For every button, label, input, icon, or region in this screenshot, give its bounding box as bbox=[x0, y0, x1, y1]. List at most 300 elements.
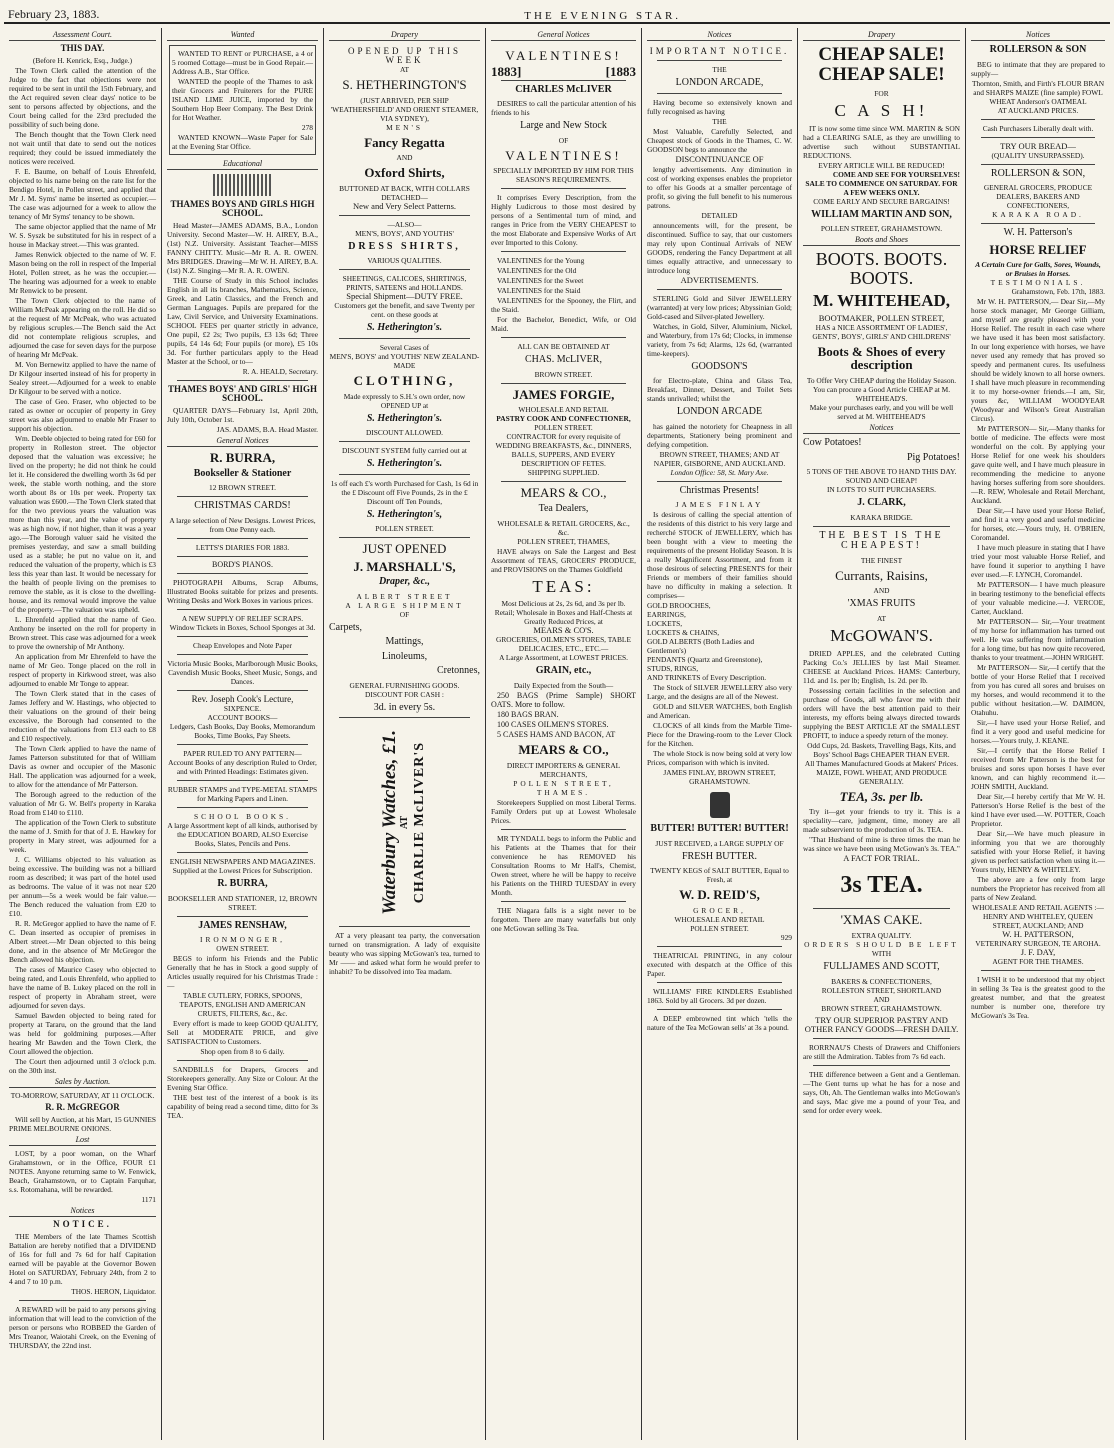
envelopes: Cheap Envelopes and Note Paper bbox=[193, 641, 292, 651]
and-label-2: AND bbox=[873, 994, 890, 1004]
reward-text: A REWARD will be paid to any persons giving information that will lead to the conviction of the person or persons who ROBBED the Garden of Mrs Treanor, Waiotahi Creek, on the Evening of THURSDAY, the 22nd inst. bbox=[9, 1305, 156, 1350]
pollen-street: POLLEN STREET. bbox=[375, 524, 434, 534]
list-item: GOLD ALBERTS (Both Ladies and Gentlemen's) bbox=[647, 637, 755, 655]
groceries: GROCERIES, OILMEN'S STORES, TABLE DELICACIES, ETC., ETC.— bbox=[496, 635, 631, 654]
court-paragraph: The Town Clerk called the attention of the Judge to the fact that objections were not required to be sent in until the 15th February, and the Act required seven clear days' notice to be sent to persons affected by objections, and the Court being called for the 23rd precluded the possibility of such being done. bbox=[9, 66, 156, 129]
wanted-num: 278 bbox=[301, 123, 313, 132]
dress-shirts: DRESS SHIRTS, bbox=[348, 240, 461, 252]
direct-importers: DIRECT IMPORTERS & GENERAL MERCHANTS, bbox=[506, 760, 621, 779]
hetherington-4: S. Hetherington's, bbox=[366, 508, 443, 520]
wholesale-grocers: WHOLESALE & RETAIL GROCERS, &c., &c. bbox=[497, 518, 630, 537]
sixpence: SIXPENCE. bbox=[223, 704, 262, 714]
maize: MAIZE, FOWL WHEAT, AND PRODUCE GENERALLY. bbox=[816, 767, 947, 786]
whitehead-name: M. WHITEHEAD, bbox=[812, 291, 951, 310]
paper-text: Account Books of any description Ruled to Order, and with Printed Headings: Estimates given. bbox=[168, 758, 317, 777]
year-right: [1883 bbox=[605, 63, 636, 79]
at-label: AT bbox=[399, 65, 410, 74]
come-see: COME AND SEE FOR YOURSELVES! bbox=[832, 169, 960, 179]
finlay-sign: JAMES FINLAY, BROWN STREET, GRAHAMSTOWN. bbox=[663, 768, 776, 786]
advertisements: ADVERTISEMENTS. bbox=[680, 274, 759, 285]
mattings: Mattings, bbox=[385, 636, 424, 648]
waterbury-shop: CHARLIE McLIVER'S bbox=[412, 741, 427, 903]
school-staff: Head Master—JAMES ADAMS, B.A., London University. Second Master—W. H. AIREY, B.A., (1st) N.Z. University. Assistant Teacher—MISS FANNY CHITTY. Music—Mr R. A. R. OWEN. Mrs BRIDGES. Drawing—Mr W. H. AIREY, B.A. (1st) N.Z. Singing—Mr R. A. R. OWEN. bbox=[167, 221, 318, 275]
school-crest-icon bbox=[213, 174, 273, 196]
various: VARIOUS QUALITIES. bbox=[367, 256, 442, 266]
mens-boys: MEN'S, BOYS' and YOUTHS' NEW ZEALAND-MADE bbox=[329, 351, 480, 370]
section-heading: Notices bbox=[9, 1206, 156, 1217]
rolleston: ROLLESTON STREET, SHORTLAND bbox=[821, 985, 942, 995]
list-item: Dear Sir,—We have much pleasure in informing you that we are thoroughly satisfied with your Horse Relief, it having given us perfect satisfaction when using it.—Yours truly, HENRY & WHITELEY. bbox=[971, 829, 1105, 875]
husband: "That Husband of mine is three times the man he was since we have been using McGowan's 3s. TEA." bbox=[803, 835, 960, 854]
discount-cash: DISCOUNT FOR CASH : bbox=[365, 689, 444, 699]
testimonial-date: Grahamstown, Feb. 17th, 1883. bbox=[1011, 287, 1105, 297]
owen-street: OWEN STREET. bbox=[216, 944, 269, 954]
rollerson-2: ROLLERSON & SON, bbox=[990, 167, 1086, 179]
list-item: Dear Sir,—I have used your Horse Relief, and find it a very good and useful medicine for horses, etc.—Yours truly, H. O'BRIEN, Coromandel. bbox=[971, 506, 1105, 543]
court-paragraph: The Bench thought that the Town Clerk need not wait until that date to send out the notices required; they could be issued immediately the notices were received. bbox=[9, 130, 156, 166]
court-paragraph: R. R. McGregor applied to have the name of F. C. Dean inserted as occupier of premises in Albert street.—Mr Dean objected to this being done, and in the absence of Mr McGregor the Bench allowed his objection. bbox=[9, 919, 156, 964]
goodsons: GOODSON'S bbox=[691, 360, 748, 372]
waterbury-title: Waterbury Watches, £1. bbox=[379, 729, 400, 915]
list-item: I have much pleasure in stating that I have tried your most valuable Horse Relief, and have found it superior to anything I have ever used.—F. LYNCH, Coromandel. bbox=[971, 543, 1105, 580]
list-item: Dear Sir,—I hereby certify that Mr W. H. Patterson's Horse Relief is the best of the kind I have ever used.—W. POTTER, Coach Proprietor. bbox=[971, 792, 1105, 829]
christmas-presents: Christmas Presents! bbox=[679, 484, 760, 496]
school-books-text: A large Assortment kept of all kinds, authorised by the EDUCATION BOARD, ALSO Exercise Books, Slates, Pencils and Pens. bbox=[167, 821, 318, 849]
court-report bbox=[9, 66, 156, 1075]
testimonial-list bbox=[971, 297, 1105, 902]
customers: Customers get the benefit, and save Twenty per cent. on these goods at bbox=[334, 301, 475, 320]
best-test: THE best test of the interest of a book is its capability of being read a second time, ditto for 3s TEA. bbox=[167, 1093, 318, 1121]
sterling: STERLING Gold and Silver JEWELLERY (warranted) at very low prices; Abyssinian Gold; Gold-cased and Silver-plated Jewellery. bbox=[647, 293, 792, 321]
paper-ruled: PAPER RULED TO ANY PATTERN— bbox=[183, 749, 302, 759]
court-paragraph: The Town Clerk objected to the name of William McPeak appearing on the roll. He did so at the request of Mr McPeak, who was actuated by religious scruples.—The Bench said the Act did not contemplate religious scruples, and adjourned the case for seven days for the purpose of hearing Mr McPeak. bbox=[9, 296, 156, 359]
delicious: Most Delicious at 2s, 2s 6d, and 3s per lb. Retail; Wholesale in Boxes and Half-Chests at Greatly Reduced Prices, at bbox=[494, 599, 633, 627]
column-5 bbox=[642, 28, 798, 1440]
burra-name: R. BURRA, bbox=[209, 450, 276, 465]
section-heading: Educational bbox=[167, 159, 318, 170]
court-paragraph: The case of Geo. Fraser, who objected to be rated as owner or occupier of property in Grey street was also adjourned to enable Mr Fraser to support his objection. bbox=[9, 397, 156, 433]
general-grocers: GENERAL GROCERS, PRODUCE DEALERS, BAKERS AND CONFECTIONERS, bbox=[983, 183, 1093, 210]
martin-name: WILLIAM MARTIN AND SON, bbox=[811, 208, 952, 220]
jewellery-list bbox=[647, 601, 792, 682]
carpets: Carpets, bbox=[329, 621, 363, 633]
section-heading: General Notices bbox=[167, 436, 318, 447]
burra-address: 12 BROWN STREET. bbox=[209, 483, 276, 493]
section-heading: Sales by Auction. bbox=[9, 1077, 156, 1088]
london-arcade-2: LONDON ARCADE bbox=[676, 406, 763, 417]
lots: IN LOTS TO SUIT PURCHASERS. bbox=[826, 485, 937, 495]
music-books: Victoria Music Books, Marlborough Music Books, Cavendish Music Books, Sheet Music, Songs, and Dances. bbox=[167, 659, 318, 687]
try-bread: TRY OUR BREAD— bbox=[1000, 140, 1076, 151]
brown-grahamstown: BROWN STREET, GRAHAMSTOWN. bbox=[821, 1003, 942, 1013]
butter: BUTTER! BUTTER! BUTTER! bbox=[650, 823, 789, 834]
court-paragraph: The same objector applied that the name of Mr W. S. Syszk be substituted for his in respect of a house in Mackay street.—This was granted. bbox=[9, 222, 156, 249]
london-arcade: LONDON ARCADE, bbox=[675, 77, 764, 88]
hetherington-3: S. Hetherington's. bbox=[366, 458, 443, 470]
opened-up: OPENED UP THIS WEEK bbox=[347, 46, 461, 65]
rollerson-name: ROLLERSON & SON bbox=[989, 44, 1087, 55]
list-item: VALENTINES for the Sweet bbox=[497, 276, 584, 286]
try-it: Try it—get your friends to try it. This is a speciality—care, judgment, time, money are all made subservient to the production of 3s. TEA. bbox=[803, 807, 960, 835]
tons: 5 TONS OF THE ABOVE TO HAND THIS DAY. bbox=[806, 467, 957, 477]
court-paragraph: L. Ehrenfeld applied that the name of Geo. Anthony be inserted on the roll for property in Brown street. This case was adjourned for a week to prove the ownership of Mr Anthony. bbox=[9, 615, 157, 651]
list-item: 100 CASES OILMEN'S STORES. bbox=[497, 719, 609, 729]
of-label: OF bbox=[399, 609, 410, 619]
niagara: THE Niagara falls is a sight never to be forgotten. There are many waterfalls but only one McGowan selling 3s Tea. bbox=[491, 905, 636, 933]
section-heading: Wanted bbox=[167, 30, 318, 41]
hetherington-2: S. Hetherington's. bbox=[366, 412, 443, 424]
rubber-stamps: RUBBER STAMPS and TYPE-METAL STAMPS for Marking Papers and Linen. bbox=[167, 785, 318, 804]
best-cheapest: THE BEST IS THE CHEAPEST! bbox=[819, 529, 944, 552]
marshall-name: J. MARSHALL'S, bbox=[353, 558, 456, 574]
detailed: DETAILED bbox=[701, 210, 738, 220]
testimonials: TESTIMONIALS. bbox=[990, 278, 1086, 288]
school-sign-2: JAS. ADAMS, B.A. Head Master. bbox=[216, 425, 318, 434]
dress-pre: MEN'S, BOYS', AND YOUTHS' bbox=[355, 228, 454, 238]
stock-list bbox=[491, 691, 636, 739]
auction-text: Will sell by Auction, at his Mart, 15 GUNNIES PRIME MELBOURNE ONIONS. bbox=[9, 1115, 156, 1133]
most-valuable: Most Valuable, Carefully Selected, and Cheapest stock of Goods in the Thames, C. W. GOODSON begs to announce the bbox=[647, 126, 792, 154]
three-pence: 3d. in every 5s. bbox=[373, 701, 436, 713]
account-books: ACCOUNT BOOKS— bbox=[207, 713, 278, 723]
mears-3: MEARS & CO., bbox=[518, 741, 609, 757]
renshaw-text: BEGS to inform his Friends and the Public Generally that he has in Stock a good supply of Articles usually required for his Christmas Trade :— bbox=[167, 954, 318, 991]
quality: (QUALITY UNSURPASSED). bbox=[991, 150, 1085, 160]
flour-list: Thornton, Smith, and Firth's FLOUR BRAN and SHARPS MAIZE (fine sample) FOWL WHEAT Anderson's OATMEAL bbox=[971, 78, 1105, 106]
whole-stock: The whole Stock is now being sold at very low Prices, comparison with which is invited. bbox=[647, 749, 792, 767]
at-label: AT bbox=[876, 613, 887, 623]
list-item: Mr W. H. PATTERSON,— Dear Sir,—My horse stock manager, Mr George Gilliam, and myself are greatly pleased with your Horse Relief. The result in each case where we have used it has been most satisfactory. In our long experience with horses, we have never used any remedy that has proved so speedy and permanent cures. Its usefulness should be widely known to all horse owners. I shall have much pleasure in recommending it to my horse-owner friends.—I am, Sir, yours &c, WILLIAM WOODYEAR (Woodyear and Wilson's Great Australian Circus). bbox=[971, 297, 1105, 424]
fulljames: FULLJAMES AND SCOTT, bbox=[823, 961, 940, 973]
it-is: IT is now some time since WM. MARTIN & SON had a CLEARING SALE, as they are unwilling to advertise such without SUBSTANTIAL REDUCTIONS. bbox=[803, 123, 960, 160]
list-item: GOLD BROOCHES, bbox=[647, 601, 711, 610]
desires: DESIRES to call the particular attention of his friends to his bbox=[491, 99, 636, 118]
beg-intimate: BEG to intimate that they are prepared to supply— bbox=[971, 59, 1105, 78]
kindlers: WILLIAMS' FIRE KINDLERS Established 1863. Sold by all Grocers. 3d per dozen. bbox=[647, 986, 792, 1005]
valentines-title: VALENTINES! bbox=[505, 48, 622, 63]
has-nice: HAS a NICE ASSORTMENT OF LADIES', GENTS', BOYS', GIRLS' AND CHILDRENS' bbox=[812, 322, 951, 341]
relief-scraps: A NEW SUPPLY OF RELIEF SCRAPS. bbox=[181, 614, 304, 624]
sale-commence: SALE TO COMMENCE ON SATURDAY. FOR A FEW WEEKS ONLY. bbox=[805, 178, 958, 197]
school-books: SCHOOL BOOKS. bbox=[193, 812, 292, 822]
and-label: AND bbox=[396, 153, 413, 163]
make-purchases: Make your purchases early, and you will be well served at M. WHITEHEAD'S bbox=[809, 403, 954, 422]
auction-day: TO-MORROW, SATURDAY, AT 11 O'CLOCK. bbox=[10, 1091, 155, 1100]
court-paragraph: The cases of Maurice Casey who objected to being rated, and Louis Ehrenfeld, who applied to have the name of B. Lukey placed on the roll in respect of property in Abraham street, were adjourned for seven days. bbox=[9, 965, 156, 1010]
bakers: BAKERS & CONFECTIONERS, bbox=[831, 976, 932, 986]
three-s-tea: 3s TEA. bbox=[840, 872, 923, 899]
also-label: —ALSO— bbox=[387, 219, 422, 229]
list-item: The above are a few only from large numbers the Proprietor has received from all parts of New Zealand. bbox=[971, 875, 1105, 903]
quarter-days: QUARTER DAYS—February 1st, April 20th, July 10th, October 1st. bbox=[167, 406, 318, 424]
clark-name: J. CLARK, bbox=[857, 497, 906, 509]
brown-thames: BROWN STREET, THAMES; AND AT NAPIER, GISBORNE, AND AUCKLAND. bbox=[653, 449, 786, 468]
try-pastry: TRY OUR SUPERIOR PASTRY AND OTHER FANCY GOODS—FRESH DAILY. bbox=[804, 1014, 959, 1034]
of-label: OF bbox=[558, 135, 569, 145]
notice-text: THE Members of the late Thames Scottish Battalion are hereby notified that a DIVIDEND of 16s for full and 7s 6d for half Capitation earned will be payable at the Governor Bowen Hotel on SATURDAY, February 24th, from 2 to 4 and 7 to 10 p.m. bbox=[9, 1232, 156, 1286]
just-opened: JUST OPENED bbox=[362, 541, 447, 557]
discount-off: 1s off each £'s worth Purchased for Cash, 1s 6d in the £ Discount off Five Pounds, 2s in the £ Discount off Ten Pounds, bbox=[330, 478, 479, 506]
photo-albums: PHOTOGRAPH Albums, Scrap Albums, Illustrated Books suitable for prizes and presents. Writing Desks and Work Boxes in various prices. bbox=[167, 578, 318, 606]
ironmonger: IRONMONGER, bbox=[200, 935, 285, 945]
cash-purchasers: Cash Purchasers Liberally dealt with. bbox=[982, 123, 1094, 133]
pollen-street-2: POLLEN STREET, THAMES, bbox=[517, 536, 610, 546]
court-paragraph: The application of the Town Clerk to substitute the name of J. Smith for that of J. E. Hawkey for property in Mary street, was adjourned for a week. bbox=[9, 818, 156, 854]
having-become: Having become so extensively known and fully recognised as having bbox=[647, 97, 792, 116]
school-sign: R. A. HEALD, Secretary. bbox=[242, 367, 318, 376]
court-day: THIS DAY. bbox=[60, 43, 105, 53]
wanted-ad: WANTED KNOWN—Waste Paper for Sale at the Evening Star Office. bbox=[172, 133, 313, 151]
shipping: SHIPPING SUPPLIED. bbox=[527, 468, 600, 478]
section-heading: Lost bbox=[9, 1135, 156, 1146]
list-item: PENDANTS (Quartz and Greenstone), bbox=[647, 655, 763, 664]
notice-heading: NOTICE. bbox=[53, 1219, 112, 1229]
comprises: It comprises Every Description, from the Highly Ludicrous to those most desired by persons of a Sentimental turn of mind, and ranges in Price from the VERY CHEAPEST to the most Elaborate and Expensive Works of Art ever Imported to this Colony. bbox=[491, 193, 636, 248]
court-paragraph: The Court then adjourned until 3 o'clock p.m. on the 30th inst. bbox=[9, 1057, 156, 1075]
cook-lecture: Rev. Joseph Cook's Lecture, bbox=[191, 694, 294, 705]
day-name: J. F. DAY, bbox=[1020, 947, 1056, 958]
section-heading: Notices bbox=[971, 30, 1105, 41]
grain: GRAIN, etc., bbox=[535, 665, 592, 677]
pollen-street: POLLEN STREET. bbox=[534, 423, 593, 433]
renshaw-quality: Every effort is made to keep GOOD QUALITY, Sell at MODERATE PRICE, and give SATISFACTION to Customers. bbox=[167, 1019, 318, 1047]
boots: BOOTS. BOOTS. BOOTS. bbox=[815, 249, 948, 289]
section-heading: Drapery bbox=[803, 30, 960, 41]
tea-dealers: Tea Dealers, bbox=[538, 503, 589, 515]
discount-allowed: DISCOUNT ALLOWED. bbox=[365, 428, 444, 438]
extra-quality: EXTRA QUALITY. bbox=[851, 931, 912, 941]
list-item: LOCKETS & CHAINS, bbox=[647, 628, 720, 637]
made-expressly: Made expressly to S.H.'s own order, now OPENED UP at bbox=[343, 391, 466, 410]
list-item: 250 BAGS (Prime Sample) SHORT OATS. More to follow. bbox=[491, 690, 636, 709]
list-item: Mr PATTERSON— Sir,—Many thanks for bottle of medicine. The effects were most wonderful on the colt. By applying your Horse Relief for one week his shoulders gave quite well, and I have much pleasure in recommending the medicine to anyone having horses suffering from sore shoulders.—R. REW, Wholesale and Retail Merchant, Auckland. bbox=[971, 424, 1105, 506]
year-row bbox=[491, 63, 636, 79]
bootmaker: BOOTMAKER, POLLEN STREET, bbox=[818, 312, 945, 323]
buttoned: BUTTONED AT BACK, WITH COLLARS DETACHED— bbox=[339, 183, 470, 202]
pianos: BORD'S PIANOS. bbox=[211, 559, 273, 569]
special-shipment: Special Shipment—DUTY FREE. bbox=[346, 291, 463, 302]
important-notice: IMPORTANT NOTICE. bbox=[649, 46, 790, 56]
odd-cups: Odd Cups, 2d. Baskets, Travelling Bags, Kits, and Boys' School Bags CHEAPER THAN EVER. bbox=[807, 740, 956, 759]
horse-relief: HORSE RELIEF bbox=[989, 241, 1087, 257]
list-item: STUDS, RINGS, bbox=[647, 664, 699, 673]
list-item: VALENTINES for the Old bbox=[497, 266, 577, 276]
list-item: VALENTINES for the Staid bbox=[497, 286, 581, 296]
just-received: JUST RECEIVED, a LARGE SUPPLY OF bbox=[655, 838, 784, 848]
difference: THE difference between a Gent and a Gentleman.—The Gent turns up what he has for a nose and says, Oh, Ah. The Gentleman walks into McGowan's and says, Mac give me a pound of your Tea, and send for order every week. bbox=[803, 1069, 960, 1115]
shop-hours: Shop open from 8 to 6 daily. bbox=[200, 1047, 285, 1057]
london-office: London Office: 58, St. Mary Axe. bbox=[670, 467, 769, 477]
albert-street: ALBERT STREET bbox=[356, 591, 453, 601]
section-heading: Drapery bbox=[329, 30, 480, 41]
lost-text: LOST, by a poor woman, on the Wharf Grahamstown, or in the Office, FOUR £1 NOTES. Anyone returning same to W. Fenwick, Beach, Grahamstown, or to Captain Farquhar, s.s. Rotomahana, will be rewarded. bbox=[9, 1149, 156, 1194]
waterbury-at: AT bbox=[399, 815, 410, 829]
lengthy: lengthy advertisements. Any diminution in cost of working expenses enables the proprietor to offer his Goods at a smaller percentage of profit, so giving the full benefit to his numerous patrons. bbox=[647, 164, 792, 210]
court-paragraph: M. Von Bernewitz applied to have the name of Dr Kilgour inserted instead of his for property in Sealey street.—Adjourned for a week to enable Dr Kilgour to be served with a notice. bbox=[9, 360, 156, 396]
burra-sub-2: BOOKSELLER AND STATIONER, 12, BROWN STREET. bbox=[167, 893, 318, 912]
certain-cure: A Certain Cure for Galls, Sores, Wounds, or Bruises in Horses. bbox=[975, 260, 1101, 279]
notice-sign: THOS. HERON, Liquidator. bbox=[71, 1287, 156, 1296]
deep-tint: A DEEP embrowned tint which 'tells the nature of the Tea McGowan sells' at 3s a pound. bbox=[647, 1013, 792, 1032]
offer-cheap: To Offer Very CHEAP during the Holiday Season. bbox=[806, 376, 957, 386]
court-paragraph: The Borough agreed to the reduction of the valuation of Mr G. W. Bell's property in Karaka Road from £140 to £110. bbox=[9, 790, 156, 817]
cash: C A S H! bbox=[834, 100, 929, 120]
tea-price: TEA, 3s. per lb. bbox=[839, 788, 924, 804]
the-label: THE bbox=[712, 65, 727, 74]
valentines-list bbox=[491, 256, 636, 333]
christmas-cards: CHRISTMAS CARDS! bbox=[194, 500, 291, 512]
xmas-fruits: 'XMAS FRUITS bbox=[847, 598, 916, 610]
ledgers: Ledgers, Cash Books, Day Books, Memorandum Books, Time Books, Pay Sheets. bbox=[169, 722, 316, 741]
reid-name: W. D. REID'S, bbox=[679, 887, 760, 902]
oxford-shirts: Oxford Shirts, bbox=[364, 165, 445, 181]
fact-trial: A FACT FOR TRIAL. bbox=[843, 853, 920, 864]
contractor: CONTRACTOR for every requisite of WEDDING BREAKFASTS, &c., DINNERS, BALLS, SUPPERS, AND EVERY DESCRIPTION OF FETES. bbox=[495, 432, 632, 469]
grocer: GROCER, bbox=[693, 905, 746, 915]
have-always: HAVE always on Sale the Largest and Best Assortment of TEAS, GROCERS' PRODUCE, and PROVISIONS on the Thames Goldfield bbox=[491, 546, 636, 574]
linoleums: Linoleums, bbox=[381, 650, 428, 662]
silver: The Stock of SILVER JEWELLERY also very Large, and the designs are all of the Newest. bbox=[647, 683, 792, 701]
rorrnau: RORRNAU'S Chests of Drawers and Chiffoniers are still the Admiration. Tables from 7s 6d each. bbox=[803, 1042, 960, 1061]
school-course: THE Course of Study in this School includes English in all its branches, Mathematics, Science, Greek, and Latin Classics, and the French and German Languages. Pupils are prepared for the Law, Civil Service, and University Examinations. SCHOOL FEES per quarter strictly in advance, One pupil, £2 2s; Two pupils, £3 13s 6d; Three pupils, £4 14s 6d; Four pupils (or more), £5 10s 3d. For further particulars apply to the Head Master at the School, or to— bbox=[167, 276, 318, 366]
mcgowans: McGOWAN'S. bbox=[830, 625, 933, 645]
valentines-2: VALENTINES! bbox=[505, 147, 622, 163]
renshaw-name: JAMES RENSHAW, bbox=[198, 919, 287, 931]
section-heading: General Notices bbox=[491, 30, 636, 41]
wanted-ad: WANTED the people of the Thames to ask their Grocers and Fruiterers for the PURE ISLAND LIME JUICE, imported by the Southern Hop Beer Company. The Best Drink for Hot Weather. bbox=[172, 77, 313, 122]
discontinuance: DISCONTINUANCE OF bbox=[675, 153, 764, 164]
christmas-text: A large selection of New Designs. Lowest Prices, from One Penny each. bbox=[169, 515, 316, 534]
theatrical: THEATRICAL PRINTING, in any colour executed with despatch at the Office of this Paper. bbox=[647, 950, 792, 978]
daily-expected: Daily Expected from the South— bbox=[513, 680, 614, 690]
clocks: CLOCKS of all kinds from the Marble Time-Piece for the Drawing-room to the Lever Clock for the Kitchen. bbox=[647, 721, 792, 748]
new-patterns: New and Very Select Patterns. bbox=[353, 200, 456, 211]
list-item: Mr PATTERSON— I have much pleasure in bearing testimony to the beneficial effects of your valuable medicine.—J. VERCOE, Carter, Auckland. bbox=[971, 580, 1105, 617]
list-item: Mr PATTERSON— Sir,—Your treatment of my horse for inflammation has turned out well. He was suffering from inflammation for a long time, but has now quite recovered, thanks to your treatment.—JOHN WRIGHT. bbox=[971, 617, 1105, 663]
section-heading: Boots and Shoes bbox=[803, 235, 960, 246]
list-item: 5 CASES HAMS AND BACON, AT bbox=[497, 729, 616, 739]
letts-diaries: LETTS'S DIARIES FOR 1883. bbox=[195, 542, 290, 552]
teas: TEAS: bbox=[532, 576, 595, 596]
school-heading: THAMES BOYS AND GIRLS HIGH SCHOOL. bbox=[170, 199, 315, 218]
auckland-prices: AT AUCKLAND PRICES. bbox=[997, 105, 1079, 115]
list-item: LOCKETS, bbox=[647, 619, 683, 628]
all-obtained: ALL CAN BE OBTAINED AT bbox=[517, 342, 610, 352]
supplied: Supplied at the Lowest Prices for Subscription. bbox=[172, 866, 313, 876]
boots-shoes: Boots & Shoes of every description bbox=[817, 343, 946, 373]
patterson: W. H. Patterson's bbox=[1003, 227, 1073, 238]
vet-surgeon: VETERINARY SURGEON, TE AROHA. bbox=[975, 939, 1101, 949]
watches: Watches, in Gold, Silver, Aluminium, Nickel, and Waterbury, from 17s 6d; Clocks, in immense variety, from 7s 6d; Alarms, 12s 6d, (warranted time-keepers). bbox=[647, 321, 792, 358]
column-6 bbox=[798, 28, 966, 1440]
announcements: announcements will, for the present, be discontinued. Suffice to say, that our customers may rely upon Continual Arrivals of NEW GOODS, rendering the Fancy Department at all times equally attractive, and unnecessary to introduce long bbox=[647, 220, 792, 275]
section-heading: Notices bbox=[803, 423, 960, 434]
wholesale-retail: WHOLESALE AND RETAIL bbox=[674, 914, 765, 924]
come-early: COME EARLY AND SECURE BARGAINS! bbox=[813, 196, 950, 206]
possessing: Possessing certain facilities in the selection and purchase of Goods, all who favor me with their orders will have the best attention paid to their interests, my efforts being always directed towards supplying the BEST ARTICLE AT the SMALLEST PROFIT, to induce a speedy return of the money. bbox=[803, 685, 960, 740]
auction-name: R. R. McGREGOR bbox=[45, 1102, 120, 1112]
the-finest: THE FINEST bbox=[860, 555, 903, 565]
column-2 bbox=[162, 28, 324, 1440]
wanted-ad: WANTED TO RENT or PURCHASE, a 4 or 5 roomed Cottage—must be in Good Repair.—Address A.B., Star Office. bbox=[172, 49, 313, 76]
mears-name: MEARS & CO., bbox=[520, 485, 607, 501]
pointing-hand-icon bbox=[710, 792, 730, 818]
mears-cos: MEARS & CO'S. bbox=[533, 625, 594, 636]
list-item: AND TRINKETS of Every Description. bbox=[647, 673, 767, 682]
gained: has gained the notoriety for Cheapness in all departments, Stationery being prominent and defying competition. bbox=[647, 421, 792, 449]
karaka-bridge: KARAKA BRIDGE. bbox=[850, 512, 913, 522]
court-paragraph: J. C. Williams objected to his valuation as being excessive. The building was not a billiard room as described; it was part of the hotel used as bedrooms. The value of it was not near £20 per annum—5s a week would be fair value.—The Bench reduced the valuation from £20 to £10. bbox=[9, 855, 156, 918]
court-paragraph: The Town Clerk applied to have the name of James Patterson substituted for that of William Davis as owner and occupier of the Masonic Hall. The application was adjourned for a week, to allow for the attendance of Mr Patterson. bbox=[9, 744, 156, 789]
pollen-thames: POLLEN STREET, THAMES. bbox=[513, 778, 614, 797]
mens-label: MEN'S bbox=[386, 122, 423, 132]
list-item: Mr PATTERSON— Sir,—I certify that the bottle of your Horse Relief that I received from you has cured all sores and bruises on my horses, and would recommend it to the public without hesitation.—W. DAIMON, Otahuhu. bbox=[971, 663, 1105, 718]
the-label-2: THE bbox=[712, 116, 727, 126]
specially: SPECIALLY IMPORTED BY HIM FOR THIS SEASON'S REQUIREMENTS. bbox=[493, 166, 634, 185]
pig-potatoes: Pig Potatoes! bbox=[906, 451, 960, 463]
list-item: For the Bachelor, Benedict, Wife, or Old Maid. bbox=[491, 315, 636, 334]
brown-street: BROWN STREET. bbox=[534, 369, 593, 379]
court-paragraph: The Town Clerk stated that in the cases of James Jeffery and W. Hastings, who objected to their valuations on the ground of their being excessive, the Borough had consented to the reduction of the valuations from £13 each to £8 and £10 respectively. bbox=[9, 689, 156, 743]
burra-sub: Bookseller & Stationer bbox=[193, 467, 292, 479]
mcliver-name: CHARLES McLIVER bbox=[515, 83, 612, 95]
column-1 bbox=[4, 28, 162, 1440]
waterbury-ad bbox=[329, 722, 480, 922]
for-label: FOR bbox=[874, 88, 889, 98]
orders: ORDERS SHOULD BE LEFT bbox=[804, 940, 959, 950]
discount-system: DISCOUNT SYSTEM fully carried out at bbox=[342, 446, 467, 456]
column-4 bbox=[486, 28, 642, 1440]
masthead-title: THE EVENING STAR. bbox=[524, 10, 682, 22]
chas-mcliver: CHAS. McLIVER, bbox=[525, 354, 602, 366]
gold-watches: GOLD and SILVER WATCHES, both English and American. bbox=[647, 702, 792, 720]
year-left: 1883] bbox=[491, 63, 522, 79]
large-stock: Large and New Stock bbox=[520, 120, 607, 132]
cretonnes: Cretonnes, bbox=[436, 665, 480, 677]
forgie-name: JAMES FORGIE, bbox=[512, 386, 615, 402]
twenty-kegs: TWENTY KEGS of SALT BUTTER, Equal to Fresh, at bbox=[650, 866, 789, 884]
currants: Currants, Raisins, bbox=[835, 567, 928, 583]
window-tickets: Window Tickets in Boxes, School Sponges at 3d. bbox=[169, 623, 316, 633]
tea-party: AT a very pleasant tea party, the conversation turned on transmigration. A lady of exquisite beauty who was sipping McGowan's tea, turned to Mr —— and asked what form he would prefer to inhabit? To be dissolved into Tea madam. bbox=[329, 931, 480, 977]
ad-num: 929 bbox=[780, 932, 792, 942]
list-item: Sir,—I certify that the Horse Relief I received from Mr Patterson is the best for bruises and sores upon horses I have ever known, and can highly recommend it.—JOHN SMITH, Auckland. bbox=[971, 746, 1105, 792]
xmas-cake: 'XMAS CAKE. bbox=[840, 912, 923, 928]
hetherington-name: S. HETHERINGTON'S bbox=[342, 77, 467, 92]
whp-name: W. H. PATTERSON, bbox=[1002, 929, 1074, 940]
column-3 bbox=[324, 28, 486, 1440]
arrived: (JUST ARRIVED, PER SHIP 'WEATHERSFIELD' AND ORIENT STEAMER, VIA SYDNEY), bbox=[330, 95, 479, 123]
finlay-name: JAMES FINLAY bbox=[675, 500, 764, 509]
with-label: WITH bbox=[871, 949, 892, 959]
lower-prices: A Large Assortment, at LOWEST PRICES. bbox=[499, 653, 628, 663]
cow-potatoes: Cow Potatoes! bbox=[803, 437, 862, 449]
court-paragraph: An application from Mr Ehrenfeld to have the name of Mr Geo. Tonge placed on the roll in respect of property in Kirkwood street, was also adjourned to enable Mr Tonge to appear. bbox=[9, 652, 156, 688]
court-before: (Before H. Kenrick, Esq., Judge.) bbox=[32, 56, 133, 65]
storekeepers: Storekeepers Supplied on most Liberal Terms. Family Orders put up at Lowest Wholesale Prices. bbox=[491, 797, 636, 825]
sandbills: SANDBILLS for Drapers, Grocers and Storekeepers generally. Any Size or Colour. At the Evening Star Office. bbox=[167, 1065, 318, 1093]
pollen-grahamstown: POLLEN STREET, GRAHAMSTOWN. bbox=[820, 224, 943, 234]
karaka-road: KARAKA ROAD. bbox=[992, 210, 1084, 219]
clothing: CLOTHING, bbox=[353, 372, 456, 388]
sound-cheap: SOUND AND CHEAP! bbox=[845, 476, 918, 486]
draper: Draper, &c., bbox=[378, 576, 431, 588]
column-7 bbox=[966, 28, 1110, 1440]
masthead-date: February 23, 1883. bbox=[8, 7, 100, 21]
wholesale-retail: WHOLESALE AND RETAIL bbox=[518, 405, 609, 415]
large-shipment: A LARGE SHIPMENT bbox=[345, 600, 464, 610]
cheap-sale: CHEAP SALE! CHEAP SALE! bbox=[818, 44, 945, 85]
